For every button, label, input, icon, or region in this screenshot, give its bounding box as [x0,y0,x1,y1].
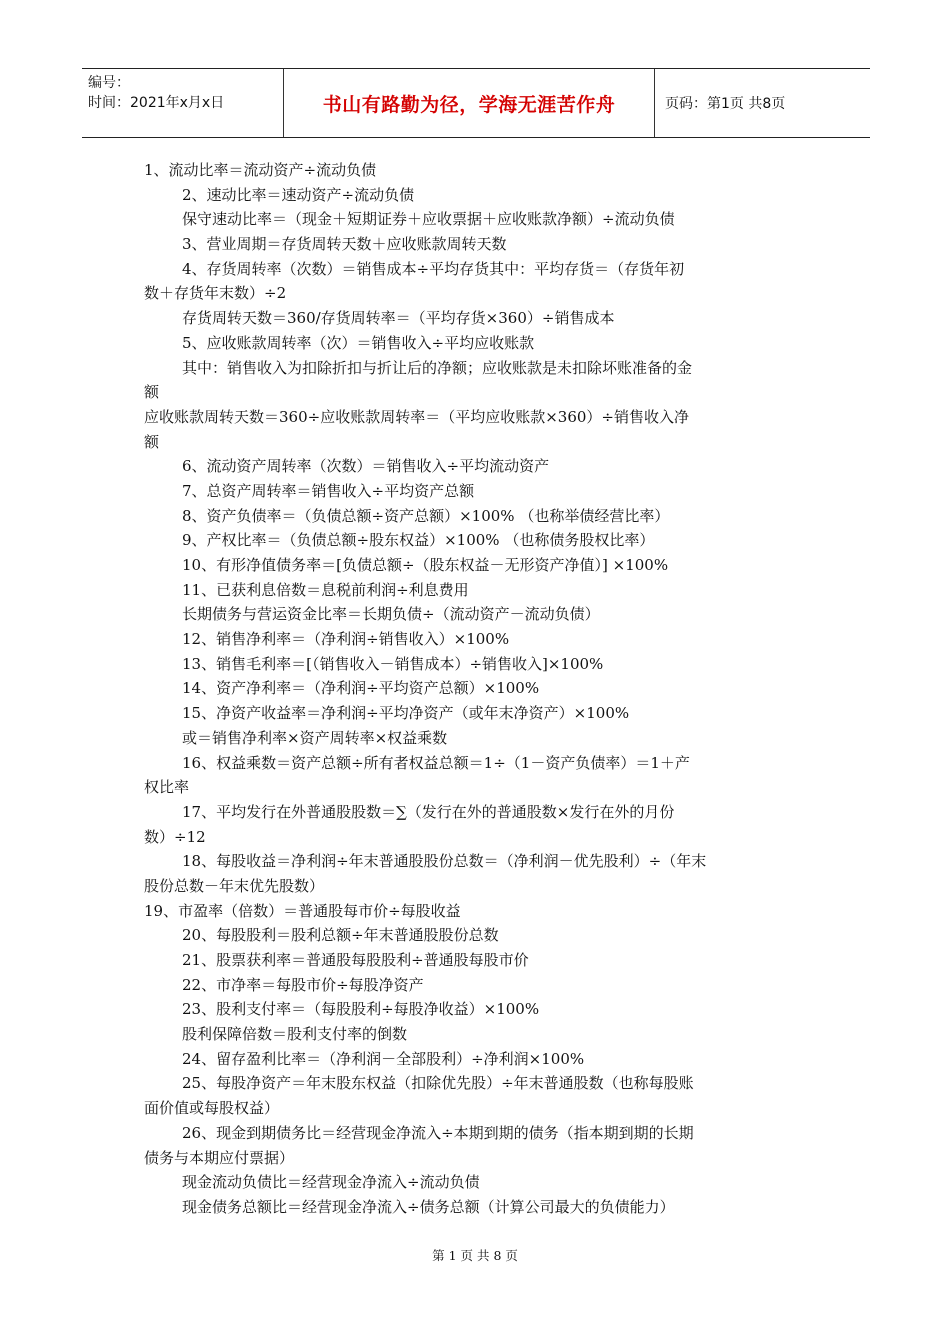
text-line: 应收账款周转天数＝360÷应收账款周转率＝（平均应收账款×360）÷销售收入净 [144,407,689,426]
text-line: 股利保障倍数＝股利支付率的倒数 [182,1025,408,1044]
text-line: 20、每股股利＝股利总额÷年末普通股股份总数 [182,926,499,945]
text-line: 13、销售毛利率＝[（销售收入－销售成本）÷销售收入]×100% [182,654,604,673]
text-line: 额 [144,432,160,451]
page-header [82,68,870,138]
text-line: 15、净资产收益率＝净利润÷平均净资产（或年末净资产）×100% [182,704,630,723]
document-date: 时间：2021年x月x日 [88,95,225,111]
text-line: 9、产权比率＝（负债总额÷股东权益）×100% （也称债务股权比率） [182,531,655,550]
text-line: 3、营业周期＝存货周转天数＋应收账款周转天数 [182,235,507,254]
text-line: 长期债务与营运资金比率＝长期负债÷（流动资产－流动负债） [182,605,600,624]
text-line: 8、资产负债率＝（负债总额÷资产总额）×100% （也称举债经营比率） [182,506,670,525]
text-line: 16、权益乘数＝资产总额÷所有者权益总额＝1÷（1－资产负债率）＝1＋产 [182,753,690,772]
text-line: 保守速动比率＝（现金＋短期证券＋应收票据＋应收账款净额）÷流动负债 [182,210,675,229]
text-line: 21、股票获利率＝普通股每股股利÷普通股每股市价 [182,951,529,969]
text-line: 面价值或每股权益） [144,1099,280,1118]
header-meta [82,69,284,137]
text-line: 现金债务总额比＝经营现金净流入÷债务总额（计算公司最大的负债能力） [182,1197,675,1216]
header-motto: 书山有路勤为径，学海无涯苦作舟 [284,69,655,137]
text-line: 存货周转天数＝360/存货周转率＝（平均存货×360）÷销售成本 [182,309,615,328]
document-body [144,158,814,1220]
text-line: 5、应收账款周转率（次）＝销售收入÷平均应收账款 [182,333,535,352]
text-line: 11、已获利息倍数＝息税前利润÷利息费用 [182,580,469,599]
text-line: 权比率 [144,778,190,797]
text-line: 数＋存货年末数）÷2 [144,284,287,303]
text-line: 19、市盈率（倍数）＝普通股每市价÷每股收益 [144,901,461,920]
text-line: 数）÷12 [144,827,206,846]
text-line: 6、流动资产周转率（次数）＝销售收入÷平均流动资产 [182,457,550,476]
document-number: 编号： [88,75,130,91]
text-line: 其中：销售收入为扣除折扣与折让后的净额；应收账款是未扣除坏账准备的金 [182,358,693,377]
text-line: 10、有形净值债务率＝[负债总额÷（股东权益－无形资产净值）] ×100% [182,556,669,574]
text-line: 18、每股收益＝净利润÷年末普通股股份总数＝（净利润－优先股利）÷（年末 [182,852,707,871]
text-line: 2、速动比率＝速动资产÷流动负债 [182,185,415,204]
page-footer: 第 1 页 共 8 页 [432,1248,518,1263]
text-line: 1、流动比率＝流动资产÷流动负债 [144,161,377,179]
text-line: 4、存货周转率（次数）＝销售成本÷平均存货其中：平均存货＝（存货年初 [182,259,685,278]
text-line: 23、股利支付率＝（每股股利÷每股净收益）×100% [182,1000,540,1019]
text-line: 债务与本期应付票据） [144,1148,295,1167]
text-line: 26、现金到期债务比＝经营现金净流入÷本期到期的债务（指本期到期的长期 [182,1123,694,1142]
text-line: 股份总数－年末优先股数） [144,876,325,895]
text-line: 22、市净率＝每股市价÷每股净资产 [182,975,424,994]
header-page-info: 页码：第1页 共8页 [665,96,786,112]
text-line: 17、平均发行在外普通股股数＝∑（发行在外的普通股数×发行在外的月份 [182,802,675,821]
text-line: 或＝销售净利率×资产周转率×权益乘数 [182,728,448,747]
text-line: 额 [144,383,160,402]
text-line: 7、总资产周转率＝销售收入÷平均资产总额 [182,481,475,500]
text-line: 25、每股净资产＝年末股东权益（扣除优先股）÷年末普通股数（也称每股账 [182,1074,694,1093]
text-line: 14、资产净利率＝（净利润÷平均资产总额）×100% [182,679,540,698]
text-line: 12、销售净利率＝（净利润÷销售收入）×100% [182,630,510,649]
text-line: 24、留存盈利比率＝（净利润－全部股利）÷净利润×100% [182,1049,585,1068]
text-line: 现金流动负债比＝经营现金净流入÷流动负债 [182,1173,480,1192]
